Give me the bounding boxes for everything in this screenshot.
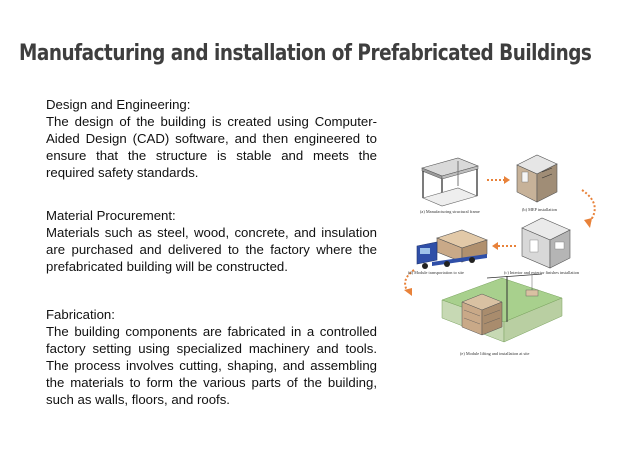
finishes-illustration: [522, 218, 570, 268]
arrow-left-icon: [492, 242, 516, 250]
caption-e: (e) Module lifting and installation at site: [460, 351, 530, 356]
page-title: Manufacturing and installation of Prefabricated Buildings: [19, 40, 592, 66]
section-design-engineering: [46, 96, 377, 181]
section-fabrication: [46, 306, 377, 408]
truck-illustration: [417, 230, 487, 269]
process-illustration: [392, 150, 610, 365]
section-material-procurement: [46, 207, 377, 275]
site-illustration: [442, 274, 562, 342]
caption-b: (b) MEP installation: [522, 207, 557, 212]
section-body: The design of the building is created using Computer-Aided Design (CAD) software, and then engineered to ensure that the structure is stable and meets the required safety standards.: [46, 114, 377, 180]
arrow-curve-down-icon: [582, 190, 595, 228]
mep-illustration: [517, 155, 557, 202]
section-heading: Fabrication:: [46, 307, 115, 322]
caption-c: (c) Interior and exterior finishes installation: [504, 270, 580, 275]
caption-d: (d) Module transportation to site: [408, 270, 464, 275]
section-body: Materials such as steel, wood, concrete, and insulation are purchased and delivered to the factory where the prefabricated building will be constructed.: [46, 225, 377, 274]
section-heading: Material Procurement:: [46, 208, 176, 223]
section-body-rest: The process involves cutting, shaping, and assembling the materials to form the various parts of the building, such as walls, floors, and roofs.: [46, 358, 377, 407]
section-body-highlight: The building components are fabricated in a controlled factory setting using specialized machinery and tools.: [46, 324, 377, 356]
prefab-process-figure: [392, 150, 610, 365]
arrow-right-icon: [487, 176, 510, 184]
section-body: [46, 323, 377, 408]
caption-a: (a) Manufacturing structural frame: [420, 209, 480, 214]
frame-illustration: [422, 158, 478, 206]
section-heading: Design and Engineering:: [46, 97, 191, 112]
